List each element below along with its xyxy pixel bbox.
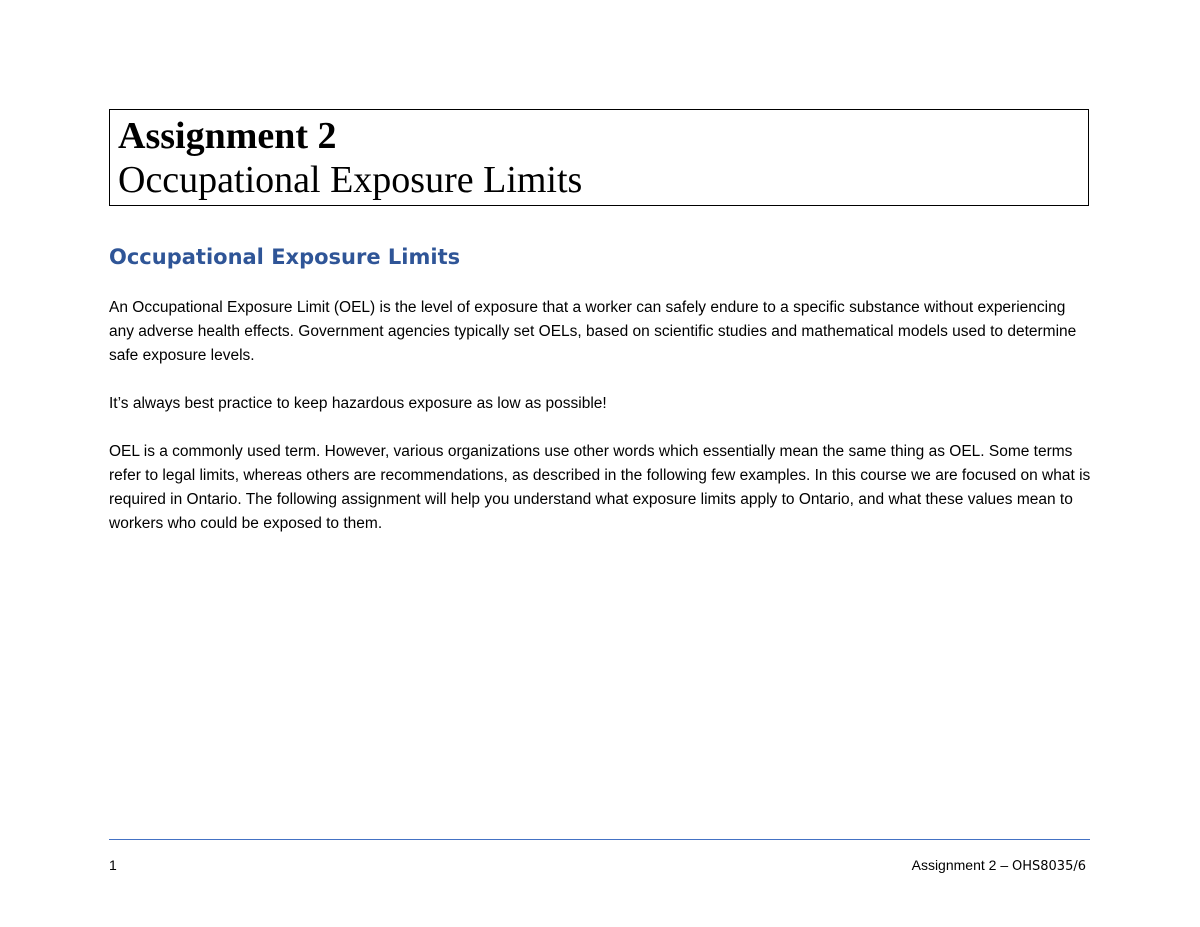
page-number: 1	[109, 857, 117, 873]
document-title: Assignment 2	[118, 115, 337, 157]
document-subtitle: Occupational Exposure Limits	[118, 159, 583, 201]
footer-course-code: OHS8035/6	[1012, 859, 1086, 874]
title-box	[109, 109, 1089, 206]
section-heading: Occupational Exposure Limits	[109, 245, 461, 269]
footer-doc-label	[912, 856, 1086, 876]
paragraph-best-practice: It’s always best practice to keep hazardous exposure as low as possible!	[109, 395, 607, 412]
footer-assignment-label: Assignment 2 –	[911, 857, 1012, 873]
paragraph-oel-terms: OEL is a commonly used term. However, various organizations use other words which essentially mean the same thing as OEL. Some terms refer to legal limits, whereas others are recommendations, as described in the following few examples. In this course we are focused on what is required in Ontario. The following assignment will help you understand what exposure limits apply to Ontario, and what these values mean to workers who could be exposed to them.	[109, 443, 1091, 532]
paragraph-oel-definition: An Occupational Exposure Limit (OEL) is the level of exposure that a worker can safely endure to a specific substance without experiencing any adverse health effects. Government agencies typically set OELs, based on scientific studies and mathematical models used to determine safe exposure levels.	[109, 299, 1077, 364]
section-body	[109, 296, 1094, 560]
footer-divider	[109, 839, 1090, 840]
